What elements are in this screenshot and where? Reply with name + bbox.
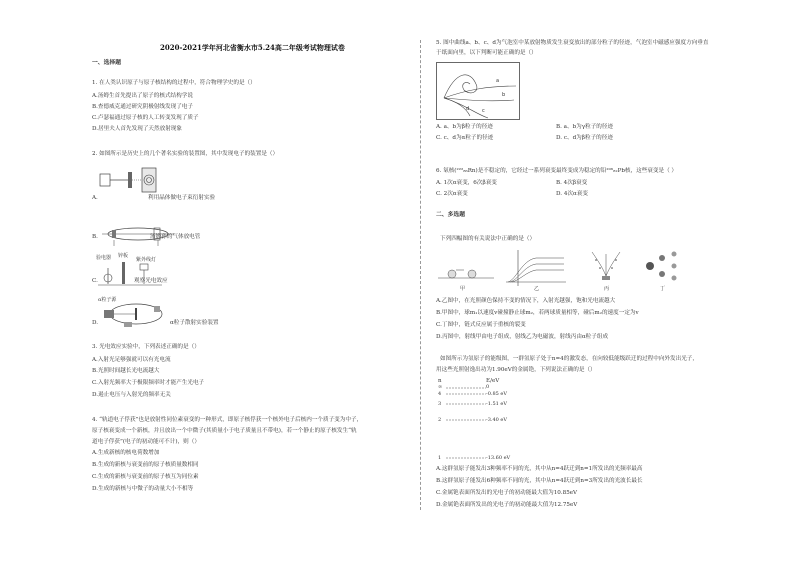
q1-option-c: C.卢瑟福通过原子核的人工转变发现了质子 <box>92 115 199 121</box>
level-header-e: E/eV <box>486 378 500 384</box>
q1-stem: 1. 在人类认识原子与原子核结构的过程中，符合物理学史的是（） <box>92 80 256 86</box>
q2-fig-c-label-zinc: 锌板 <box>118 253 129 259</box>
q6-option-a: A. 1次α衰变，6次β衰变 <box>436 180 497 186</box>
q3-option-d: D.遏止电压与入射光的频率无关 <box>92 392 171 398</box>
q8-option-b: B.这群氢原子能发出6种频率不同的光，其中从n=4跃迁到n=3所发出的光波长最长 <box>436 478 643 484</box>
q4-stem-line3: 道电子俘获”(电子的初动能可不计)，则（） <box>92 439 200 445</box>
level-4-n: 4 <box>438 391 442 397</box>
q2-fig-c-label-uv-lamp: 紫外线灯 <box>136 257 157 263</box>
level-1-n: 1 <box>438 455 442 461</box>
section-multi-heading: 二、多选题 <box>436 212 465 218</box>
q4-option-d: D.生成的新核与中微子的动量大小不相等 <box>92 486 194 492</box>
electron-diffraction-figure <box>98 164 162 196</box>
level-3-n: 3 <box>438 401 442 407</box>
q2-option-c-label: C. <box>92 278 98 284</box>
q7-fig-label-jia: 甲 <box>460 286 466 292</box>
q4-option-b: B.生成的新核与衰变前的原子核质量数相同 <box>92 462 199 468</box>
q4-option-c: C.生成的新核与衰变前的原子核互为同位素 <box>92 474 199 480</box>
q6-option-d: D. 4次α衰变 <box>556 191 588 197</box>
q1-option-d: D.居里夫人首先发现了天然放射现象 <box>92 126 182 132</box>
q8-option-a: A.这群氢原子能发出3种频率不同的光，其中从n=4跃迁到n=1所发出的光频率最高 <box>436 466 643 472</box>
q7-option-a: A.乙图中，在光照颜色保持不变的情况下，入射光越强，饱和光电流越大 <box>436 298 616 304</box>
q3-option-a: A.入射光足够强就可以有光电流 <box>92 357 171 363</box>
track-label-b: b <box>502 92 506 98</box>
level-1-e: -13.60 eV <box>486 455 511 461</box>
q3-stem: 3. 光电效应实验中，下列表述正确的是（） <box>92 344 200 350</box>
track-label-a: a <box>496 78 500 84</box>
q2-stem: 2. 如图所示是历史上的几个著名实验的装置图，其中发现电子的装置是（） <box>92 151 279 157</box>
q1-option-b: B.查德威克通过研究阴极射线发现了电子 <box>92 104 193 110</box>
level-inf-n: ∞ <box>438 384 443 390</box>
q7-option-c: C.丁图中，链式反应属于重核的裂变 <box>436 322 526 328</box>
q7-four-figures <box>436 246 696 294</box>
q4-option-a: A.生成新核的核电荷数增加 <box>92 450 160 456</box>
q3-option-c: C.入射光频率大于极限频率时才能产生光电子 <box>92 380 205 386</box>
column-divider <box>420 40 421 510</box>
level-2-n: 2 <box>438 417 442 423</box>
q5-option-c: C. c、d为α粒子的径迹 <box>436 135 494 141</box>
q5-stem-line2: 于纸面向里，以下判断可能正确的是（） <box>436 50 537 56</box>
q3-option-b: B.光照时间越长光电流越大 <box>92 368 160 374</box>
q4-stem-line2: 原子核衰变成一个新核，并且放出一个中微子(其质量小于电子质量且不带电)，若一个静止的原子核发生“轨 <box>92 428 357 434</box>
q2-option-b-caption: 汤姆孙的气体放电管 <box>150 234 201 240</box>
page-title: 2020-2021学年河北省衡水市5.24高二年级考试物理试卷 <box>160 43 345 52</box>
q4-stem-line1: 4. “轨道电子俘获”也是放射性同位素衰变的一种形式，即原子核俘获一个核外电子后核内一个质子变为中子， <box>92 417 363 423</box>
q7-option-d: D.丙图中，射线甲由电子组成，射线乙为电磁波，射线丙由α粒子组成 <box>436 334 609 340</box>
q8-option-c: C.金属铯表面所发出的光电子的初动能最大值为10.85eV <box>436 490 578 496</box>
q5-option-d: D. c、d为β粒子的径迹 <box>556 135 613 141</box>
q6-option-b: B. 4次β衰变 <box>556 180 588 186</box>
level-3-e: -1.51 eV <box>486 401 507 407</box>
q2-option-a-caption: 利用晶体做电子束衍射实验 <box>148 195 216 201</box>
bubble-chamber-tracks-figure <box>436 62 520 120</box>
q2-option-d-caption: α粒子散射实验装置 <box>170 320 219 326</box>
track-label-d: d <box>466 106 470 112</box>
level-2-e: -3.40 eV <box>486 417 507 423</box>
q7-fig-label-bing: 丙 <box>604 286 610 292</box>
q2-option-c-caption: 观察光电效应 <box>134 278 168 284</box>
q2-option-b-label: B. <box>92 234 98 240</box>
q2-fig-c-label-electroscope: 验电器 <box>96 255 112 261</box>
q7-stem: 下列四幅图的有关说法中正确的是（） <box>440 236 536 242</box>
section-choice-heading: 一、选择题 <box>92 60 121 66</box>
q5-stem-line1: 5. 图中曲线a、b、c、d为气泡室中某放射物质发生衰变放出的部分粒子的径迹，气泡室中磁感应强度方向垂直 <box>436 40 709 46</box>
q7-fig-label-yi: 乙 <box>534 286 540 292</box>
q6-stem: 6. 氡核(²²²₈₆Rn)是不稳定的，它经过一系列衰变最终变成为稳定的铅²⁰⁶₈₂Pb核，这些衰变是（ ） <box>436 168 678 174</box>
q5-option-b: B. a、b为γ粒子的径迹 <box>556 124 614 130</box>
level-4-e: -0.85 eV <box>486 391 507 397</box>
q2-option-a-label: A. <box>92 195 98 201</box>
level-header-n: n <box>438 378 442 384</box>
q2-fig-d-label-source: α粒子源 <box>98 297 117 303</box>
q5-option-a: A. a、b为β粒子的径迹 <box>436 124 493 130</box>
q6-option-c: C. 2次α衰变 <box>436 191 468 197</box>
q8-stem-line2: 用这些光照射逸出功为1.90eV的金属铯，下列说法正确的是（） <box>436 367 596 373</box>
q7-fig-label-ding: 丁 <box>660 286 666 292</box>
q2-option-d-label: D. <box>92 320 99 326</box>
q8-option-d: D.金属铯表面所发出的光电子的初动能最大值为12.75eV <box>436 502 578 508</box>
track-label-c: c <box>482 108 485 114</box>
q1-option-a: A.汤姆生首先提出了原子的核式结构学说 <box>92 93 193 99</box>
q7-option-b: B.甲图中，球m₁以速度v碰撞静止球m₂，若两球质量相等，碰后m₂的速度一定为v <box>436 310 639 316</box>
q8-stem-line1: 如图所示为氢原子的能级图，一群氢原子处于n=4的激发态，在向较低能级跃迁的过程中向外发出光子， <box>440 356 698 362</box>
level-inf-e: 0 <box>486 384 490 390</box>
